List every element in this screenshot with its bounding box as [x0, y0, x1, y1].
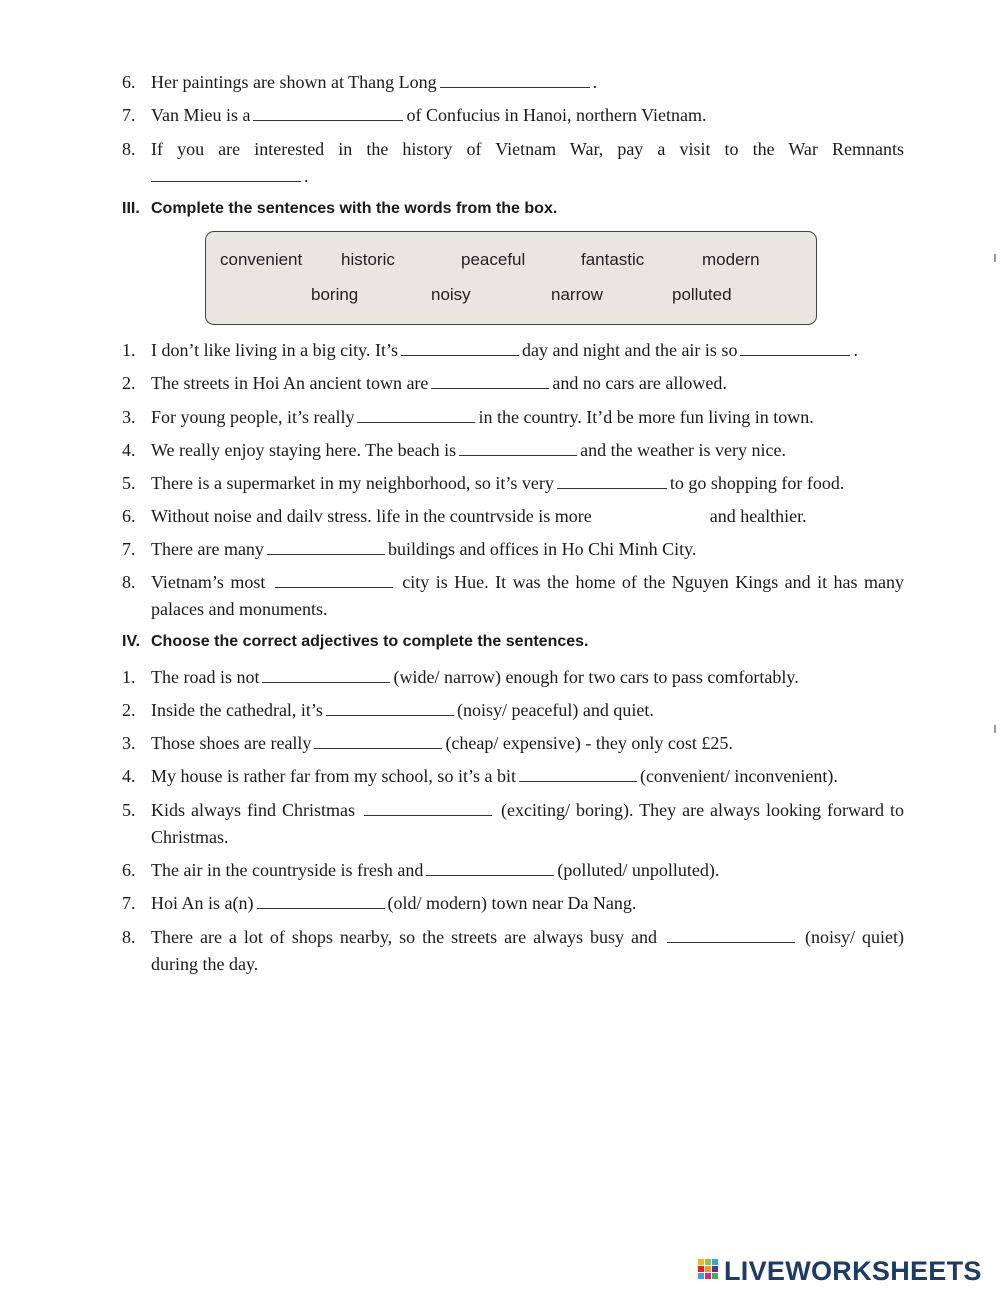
item-number: 3. [122, 407, 136, 427]
answer-blank[interactable] [401, 339, 519, 356]
word-polluted: polluted [672, 285, 732, 304]
sentence-part: (exciting/ boring). They are always looking forward to Christmas. [151, 800, 905, 847]
sentence-part: Vietnam’s most [151, 572, 266, 592]
answer-blank[interactable] [262, 666, 390, 683]
sentence-part: Her paintings are shown at Thang Long [151, 72, 437, 92]
answer-blank[interactable] [151, 165, 301, 182]
word-box [205, 231, 817, 325]
exercise-4-item-2 [122, 697, 904, 724]
liveworksheets-logo[interactable] [698, 1253, 982, 1289]
word-convenient: convenient [220, 250, 303, 269]
sentence-part: For young people, it’s really [151, 407, 355, 427]
answer-blank[interactable] [364, 799, 492, 816]
sentence-part: of Confucius in Hanoi, northern Vietnam. [406, 105, 707, 125]
sentence-part: and healthier. [709, 506, 807, 526]
answer-blank[interactable] [557, 472, 667, 489]
exercise-4-item-3 [122, 730, 904, 757]
answer-blank[interactable] [357, 406, 475, 423]
sentence-part: Van Mieu is a [151, 105, 251, 125]
answer-blank[interactable] [253, 104, 403, 121]
answer-blank[interactable] [267, 538, 385, 555]
sentence-part: . [592, 72, 598, 92]
sentence-part: There are a lot of shops nearby, so the streets are always busy and [151, 927, 658, 947]
sentence-part: Inside the cathedral, it’s [151, 700, 323, 720]
sentence-part: The streets in Hoi An ancient town are [151, 373, 429, 393]
sentence-part: If you are interested in the history of Vietnam War, pay a visit to the War Remnants [151, 139, 904, 159]
answer-blank[interactable] [740, 339, 850, 356]
sentence-part: day and night and the air is so [521, 340, 738, 360]
section-4-heading [122, 631, 588, 653]
answer-blank[interactable] [426, 859, 554, 876]
item-number: 6. [122, 860, 136, 880]
item-number: 7. [122, 105, 136, 125]
exercise-3-item-5 [122, 470, 904, 497]
exercise-3-item-1 [122, 337, 904, 364]
exercise-4-item-5 [122, 797, 904, 851]
item-number: 2. [122, 700, 136, 720]
section-number: III. [122, 200, 140, 217]
answer-blank[interactable] [257, 892, 385, 909]
sentence-part: and the weather is very nice. [580, 440, 787, 460]
sentence-part: to go shopping for food. [669, 473, 845, 493]
item-number: 4. [122, 440, 136, 460]
word-noisy: noisy [431, 285, 471, 304]
edge-mark [994, 254, 996, 262]
sentence-part: Kids always find Christmas [151, 800, 355, 820]
section-3-heading [122, 198, 557, 220]
sentence-part: There are many [151, 539, 264, 559]
sentence-part: (noisy/ peaceful) and quiet. [456, 700, 654, 720]
sentence-part: Hoi An is a(n) [151, 893, 254, 913]
item-number: 3. [122, 733, 136, 753]
item-number: 6. [122, 72, 136, 92]
exercise-2-item-6 [122, 69, 904, 96]
exercise-4-item-7 [122, 890, 904, 917]
exercise-3-item-3 [122, 404, 904, 431]
word-narrow: narrow [551, 285, 603, 304]
exercise-4-item-1 [122, 664, 904, 691]
item-number: 7. [122, 539, 136, 559]
sentence-part: city is Hue. It was the home of the Nguyen Kings and it has many palaces and monuments. [151, 572, 904, 619]
sentence-part: (wide/ narrow) enough for two cars to pass comfortably. [393, 667, 799, 687]
item-number: 7. [122, 893, 136, 913]
answer-blank[interactable] [459, 439, 577, 456]
answer-blank[interactable] [326, 699, 454, 716]
exercise-2-item-7 [122, 102, 904, 129]
answer-blank[interactable] [667, 926, 795, 943]
answer-blank[interactable] [519, 765, 637, 782]
sentence-part: (convenient/ inconvenient). [639, 766, 838, 786]
exercise-3-item-2 [122, 370, 904, 397]
sentence-part: The road is not [151, 667, 260, 687]
answer-blank[interactable] [314, 732, 442, 749]
word-historic: historic [341, 250, 395, 269]
section-number: IV. [122, 633, 141, 650]
sentence-part: . [304, 166, 309, 186]
sentence-part: (noisy/ quiet) during the day. [151, 927, 905, 974]
item-number: 2. [122, 373, 136, 393]
liveworksheets-logo-text: LIVEWORKSHEETS [724, 1255, 982, 1286]
sentence-part: The air in the countryside is fresh and [151, 860, 424, 880]
sentence-part: and no cars are allowed. [552, 373, 727, 393]
exercise-4-item-8 [122, 924, 904, 978]
answer-blank[interactable] [431, 372, 549, 389]
exercise-2-item-8 [122, 136, 904, 190]
sentence-part: We really enjoy staying here. The beach is [151, 440, 457, 460]
sentence-part: There is a supermarket in my neighborhood, so it’s very [151, 473, 554, 493]
sentence-part: Without noise and dailv stress. life in the countrvside is more [151, 506, 592, 526]
sentence-part: My house is rather far from my school, so it’s a bit [151, 766, 516, 786]
item-number: 5. [122, 473, 136, 493]
exercise-4-item-6 [122, 857, 904, 884]
word-modern: modern [702, 250, 760, 269]
word-peaceful: peaceful [461, 250, 526, 269]
exercise-3-item-6 [122, 503, 904, 530]
word-fantastic: fantastic [581, 250, 645, 269]
item-number: 8. [122, 139, 136, 159]
edge-mark [994, 725, 996, 733]
sentence-part: . [853, 340, 858, 360]
exercise-3-item-4 [122, 437, 904, 464]
section-title: Choose the correct adjectives to complete the sentences. [151, 633, 589, 650]
exercise-4-item-4 [122, 763, 904, 790]
exercise-3-item-8 [122, 569, 904, 623]
answer-blank[interactable] [275, 571, 393, 588]
item-number: 1. [122, 340, 136, 360]
section-title: Complete the sentences with the words from the box. [151, 200, 558, 217]
liveworksheets-logo-icon [698, 1257, 720, 1285]
sentence-part: (polluted/ unpolluted). [557, 860, 720, 880]
sentence-part: (old/ modern) town near Da Nang. [387, 893, 637, 913]
item-number: 4. [122, 766, 136, 786]
sentence-part: buildings and offices in Ho Chi Minh City. [387, 539, 697, 559]
word-boring: boring [311, 285, 359, 304]
sentence-part: (cheap/ expensive) - they only cost £25. [445, 733, 733, 753]
item-number: 8. [122, 927, 136, 947]
sentence-part: Those shoes are really [151, 733, 312, 753]
item-number: 1. [122, 667, 136, 687]
answer-blank[interactable] [440, 71, 590, 88]
item-number: 5. [122, 800, 136, 820]
exercise-3-item-7 [122, 536, 904, 563]
item-number: 8. [122, 572, 136, 592]
sentence-part: in the country. It’d be more fun living in town. [478, 407, 814, 427]
item-number: 6. [122, 506, 136, 526]
sentence-part: I don’t like living in a big city. It’s [151, 340, 398, 360]
